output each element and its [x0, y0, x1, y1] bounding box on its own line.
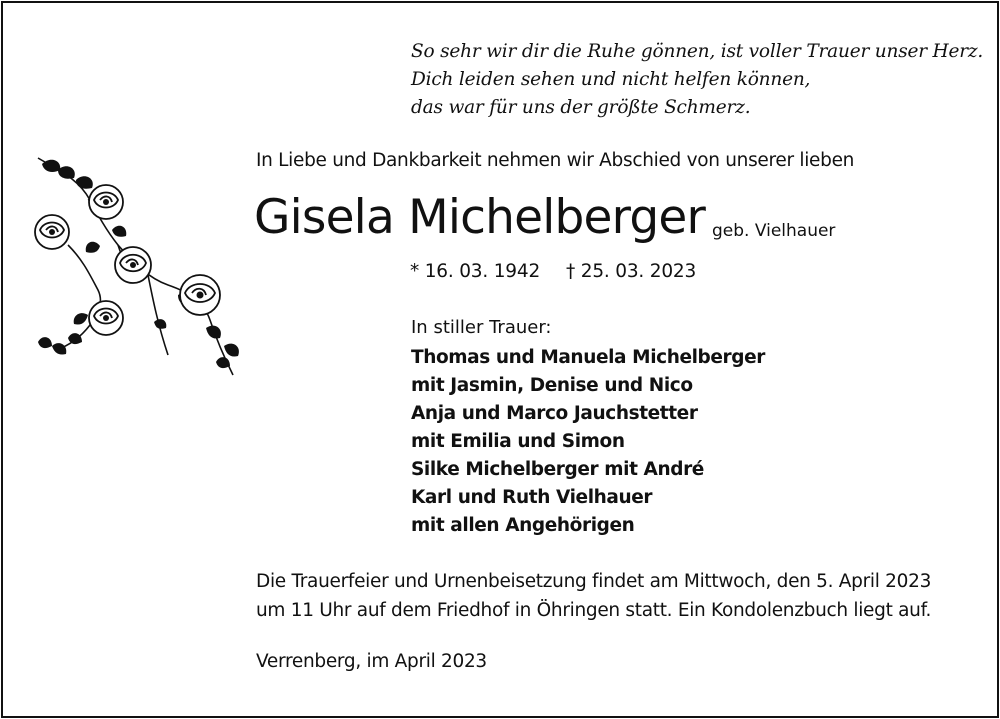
- mourner-line: Silke Michelberger mit André: [411, 459, 704, 480]
- roses-icon: [28, 150, 250, 388]
- mourner-line: mit Emilia und Simon: [411, 431, 625, 452]
- mourners-list: [411, 344, 765, 540]
- intro-text: In Liebe und Dankbarkeit nehmen wir Abschied von unserer lieben: [256, 150, 855, 171]
- poem-line: So sehr wir dir die Ruhe gönnen, ist voller Trauer unser Herz.: [411, 41, 984, 62]
- mourners-label: In stiller Trauer:: [411, 317, 552, 338]
- mourner-line: Karl und Ruth Vielhauer: [411, 487, 653, 508]
- funeral-line: Die Trauerfeier und Urnenbeisetzung findet am Mittwoch, den 5. April 2023: [256, 571, 932, 592]
- mourner-line: mit Jasmin, Denise und Nico: [411, 375, 693, 396]
- mourner-line: Anja und Marco Jauchstetter: [411, 403, 698, 424]
- place-date: Verrenberg, im April 2023: [256, 651, 487, 672]
- funeral-line: um 11 Uhr auf dem Friedhof in Öhringen statt. Ein Kondolenzbuch liegt auf.: [256, 600, 932, 621]
- mourner-line: Thomas und Manuela Michelberger: [411, 347, 765, 368]
- poem: [411, 38, 983, 122]
- poem-line: das war für uns der größte Schmerz.: [411, 97, 751, 118]
- life-dates: [410, 261, 722, 282]
- funeral-info: [256, 567, 931, 625]
- birth-date: * 16. 03. 1942: [410, 261, 541, 282]
- deceased-name: Gisela Michelberger: [254, 190, 706, 245]
- mourner-line: mit allen Angehörigen: [411, 515, 635, 536]
- maiden-name: geb. Vielhauer: [712, 221, 836, 241]
- poem-line: Dich leiden sehen und nicht helfen können,: [411, 69, 811, 90]
- death-date: † 25. 03. 2023: [566, 261, 697, 282]
